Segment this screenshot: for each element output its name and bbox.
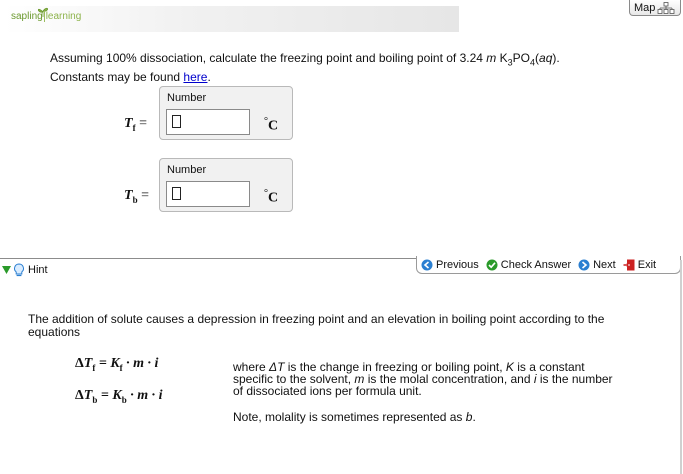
next-arrow-icon — [578, 259, 590, 271]
next-label: Next — [593, 258, 616, 271]
desc-var-k: K — [505, 360, 514, 374]
phase: aq — [539, 51, 553, 65]
desc-p1: where — [233, 360, 270, 374]
constants-prefix: Constants may be found — [50, 70, 184, 85]
question-text — [50, 51, 650, 85]
eq2-tail: · m · i — [130, 388, 163, 403]
exit-button[interactable] — [623, 259, 656, 271]
brand-part2: learning — [45, 11, 82, 22]
phase-open: ( — [535, 51, 540, 65]
map-label: Map — [634, 1, 656, 14]
molality-unit: m — [486, 51, 497, 65]
tf-number-label: Number — [167, 92, 207, 104]
equation-freezing — [75, 356, 158, 373]
tb-label — [124, 188, 149, 205]
map-button[interactable] — [629, 0, 681, 16]
previous-button[interactable] — [421, 259, 479, 271]
tf-unit — [264, 116, 278, 135]
molality-note — [233, 410, 476, 424]
triangle-down-icon — [2, 266, 11, 274]
constants-link[interactable]: here — [183, 70, 208, 85]
eq1-sub: f — [92, 362, 96, 373]
tb-number-input[interactable] — [166, 181, 250, 207]
eq2-delta: Δ — [75, 388, 84, 403]
desc-var-i: i — [533, 372, 537, 386]
tb-sub: b — [132, 194, 138, 205]
note-prefix: Note, molality is sometimes represented as — [233, 410, 466, 424]
lightbulb-icon — [13, 263, 25, 277]
panel-edge — [680, 260, 682, 474]
previous-arrow-icon — [421, 259, 433, 271]
exit-icon — [623, 259, 635, 271]
tb-equals: = — [141, 188, 149, 203]
tf-label — [124, 116, 147, 133]
tf-sub: f — [132, 122, 136, 133]
eq1-var: T — [83, 356, 93, 371]
brand-part1: sapling — [11, 11, 43, 22]
chemical-formula — [499, 51, 560, 68]
desc-p3: is a constant specific to the solvent, — [233, 360, 585, 386]
equation-boiling — [75, 388, 162, 405]
exit-label: Exit — [637, 258, 657, 271]
tf-equals: = — [139, 116, 147, 131]
next-button[interactable] — [578, 259, 616, 271]
eq2-sub: b — [92, 394, 98, 405]
nav-bar — [416, 256, 681, 274]
phase-close: ). — [552, 51, 560, 65]
question-prefix: Assuming 100% dissociation, calculate the freezing point and boiling point of 3.24 — [50, 51, 487, 65]
text-cursor — [172, 115, 181, 128]
desc-var-m: m — [354, 372, 365, 386]
hint-label: Hint — [28, 264, 48, 276]
eq2-var: T — [83, 388, 93, 403]
check-answer-label: Check Answer — [500, 258, 572, 271]
tb-celsius: C — [268, 190, 279, 206]
tb-number-label: Number — [167, 164, 207, 176]
note-suffix: . — [472, 410, 476, 424]
hint-toggle[interactable] — [2, 263, 48, 277]
text-cursor — [172, 187, 181, 200]
formula-po: PO — [512, 51, 530, 65]
tf-degree: ° — [264, 116, 268, 127]
desc-p5: is the number of dissociated ions per formula unit. — [233, 372, 613, 398]
question-line1 — [50, 51, 650, 70]
check-answer-button[interactable] — [486, 259, 571, 271]
checkmark-icon — [486, 259, 498, 271]
tf-celsius: C — [268, 118, 279, 134]
note-var: b — [465, 410, 473, 424]
desc-p2: is the change in freezing or boiling point, — [284, 360, 506, 374]
eq1-rhs: = K — [98, 356, 120, 371]
sitemap-icon — [657, 2, 675, 14]
eq2-rhs: = K — [100, 388, 122, 403]
eq1-delta: Δ — [75, 356, 84, 371]
eq1-rhs-sub: f — [119, 362, 123, 373]
formula-sub2: 4 — [530, 57, 536, 68]
brand-logo — [11, 11, 81, 22]
eq1-tail: · m · i — [126, 356, 159, 371]
eq2-rhs-sub: b — [121, 394, 127, 405]
formula-k: K — [499, 51, 508, 65]
desc-var-dt: ΔT — [269, 360, 285, 374]
formula-description — [233, 361, 613, 397]
hint-intro: The addition of solute causes a depression in freezing point and an elevation in boiling point according to the equations — [28, 312, 605, 339]
desc-p4: is the molal concentration, and — [364, 372, 534, 386]
question-line2 — [50, 70, 650, 85]
tb-degree: ° — [264, 188, 268, 199]
tb-unit — [264, 188, 278, 207]
section-divider — [0, 258, 418, 259]
formula-sub1: 3 — [507, 57, 513, 68]
tf-var: T — [124, 116, 133, 131]
previous-label: Previous — [436, 258, 479, 271]
tb-var: T — [124, 188, 133, 203]
tf-number-input[interactable] — [166, 109, 250, 135]
constants-suffix: . — [207, 70, 211, 85]
